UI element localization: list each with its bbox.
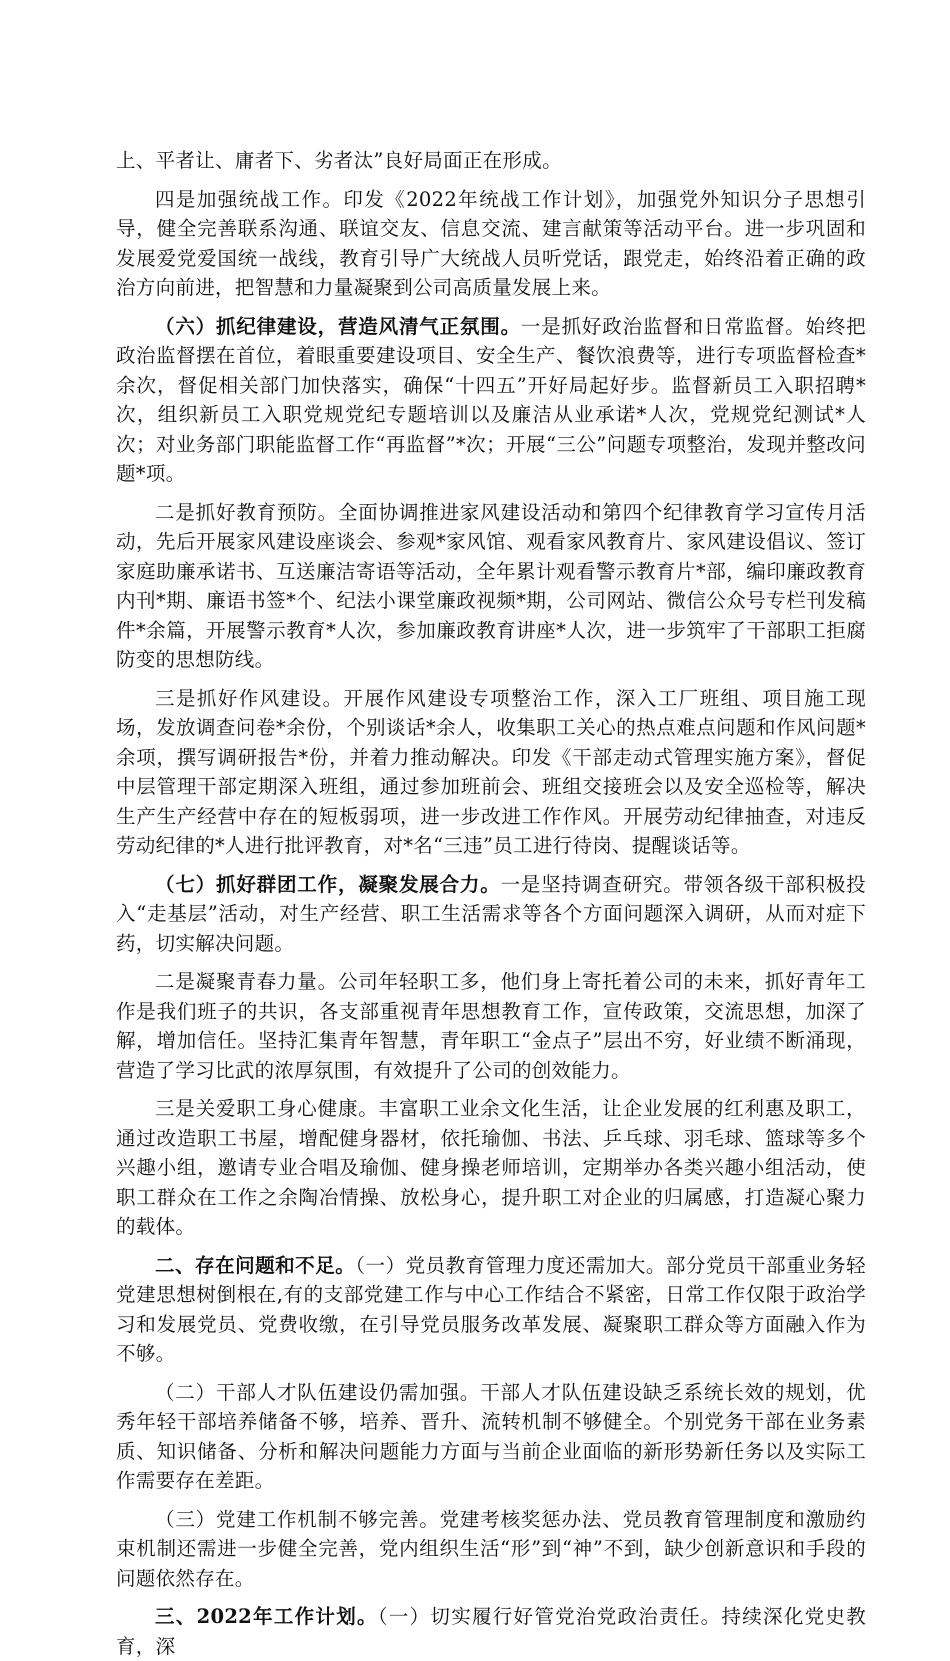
paragraph-12-heading: 三、2022年工作计划。 <box>155 1605 378 1628</box>
paragraph-9-heading: 二、存在问题和不足。 <box>155 1253 356 1277</box>
paragraph-12-text: （一）切实履行好管党治党政治责任。持续深化党史教育，深 <box>116 1605 866 1658</box>
paragraph-5 <box>116 684 866 861</box>
paragraph-6-heading: （七）抓好群团工作，凝聚发展合力。 <box>155 872 501 896</box>
paragraph-8-text: 三是关爱职工身心健康。丰富职工业余文化生活，让企业发展的红利惠及职工，通过改造职工书屋，增配健身器材，依托瑜伽、书法、乒乓球、羽毛球、篮球等多个兴趣小组，邀请专业合唱及瑜伽、健身操老师培训，定期举办各类兴趣小组活动，使职工群众在工作之余陶冶情操、放松身心，提升职工对企业的归属感，打造凝心聚力的载体。 <box>116 1097 866 1238</box>
paragraph-9 <box>116 1251 866 1369</box>
paragraph-6-text: 一是坚持调查研究。带领各级干部积极投入“走基层”活动，对生产经营、职工生活需求等各个方面问题深入调研，从而对症下药，切实解决问题。 <box>116 872 866 955</box>
paragraph-10 <box>116 1378 866 1496</box>
paragraph-11 <box>116 1505 866 1594</box>
paragraph-6 <box>116 870 866 959</box>
paragraph-4 <box>116 498 866 675</box>
paragraph-7-text: 二是凝聚青春力量。公司年轻职工多，他们身上寄托着公司的未来，抓好青年工作是我们班子的共识，各支部重视青年思想教育工作，宣传政策，交流思想，加深了解，增加信任。坚持汇集青年智慧，青年职工“金点子”层出不穷，好业绩不断涌现，营造了学习比武的浓厚氛围，有效提升了公司的创效能力。 <box>116 970 866 1082</box>
paragraph-7 <box>116 967 866 1085</box>
paragraph-1-text: 上、平者让、庸者下、劣者汰”良好局面正在形成。 <box>116 149 562 172</box>
paragraph-10-text: （二）干部人才队伍建设仍需加强。干部人才队伍建设缺乏系统长效的规划，优秀年轻干部培养储备不够，培养、晋升、流转机制不够健全。个别党务干部在业务素质、知识储备、分析和解决问题能力方面与当前企业面临的新形势新任务以及实际工作需要存在差距。 <box>116 1380 866 1492</box>
paragraph-8 <box>116 1094 866 1242</box>
paragraph-2-text: 四是加强统战工作。印发《2022年统战工作计划》，加强党外知识分子思想引导，健全完善联系沟通、联谊交友、信息交流、建言献策等活动平台。进一步巩固和发展爱党爱国统一战线，教育引导广大统战人员听党话，跟党走，始终沿着正确的政治方向前进，把智慧和力量凝聚到公司高质量发展上来。 <box>116 187 866 299</box>
paragraph-5-text: 三是抓好作风建设。开展作风建设专项整治工作，深入工厂班组、项目施工现场，发放调查问卷*余份，个别谈话*余人，收集职工关心的热点难点问题和作风问题*余项，撰写调研报告*份，并着力推动解决。印发《干部走动式管理实施方案》，督促中层管理干部定期深入班组，通过参加班前会、班组交接班会以及安全巡检等，解决生产生产经营中存在的短板弱项，进一步改进工作作风。开展劳动纪律抽查，对违反劳动纪律的*人进行批评教育，对*名“三违”员工进行待岗、提醒谈话等。 <box>116 686 866 857</box>
paragraph-2 <box>116 185 866 303</box>
paragraph-4-text: 二是抓好教育预防。全面协调推进家风建设活动和第四个纪律教育学习宣传月活动，先后开展家风建设座谈会、参观*家风馆、观看家风教育片、家风建设倡议、签订家庭助廉承诺书、互送廉洁寄语等活动，全年累计观看警示教育片*部，编印廉政教育内刊*期、廉语书签*个、纪法小课堂廉政视频*期，公司网站、微信公众号专栏刊发稿件*余篇，开展警示教育*人次，参加廉政教育讲座*人次，进一步筑牢了干部职工拒腐防变的思想防线。 <box>116 500 866 671</box>
paragraph-12 <box>116 1602 866 1661</box>
paragraph-3-heading: （六）抓纪律建设，营造风清气正氛围。 <box>155 314 521 338</box>
paragraph-3 <box>116 312 866 489</box>
paragraph-3-text: 一是抓好政治监督和日常监督。始终把政治监督摆在首位，着眼重要建设项目、安全生产、餐饮浪费等，进行专项监督检查*余次，督促相关部门加快落实，确保“十四五”开好局起好步。监督新员工入职招聘*次，组织新员工入职党规党纪专题培训以及廉洁从业承诺*人次，党规党纪测试*人次；对业务部门职能监督工作“再监督”*次；开展“三公”问题专项整治，发现并整改问题*项。 <box>116 314 866 485</box>
paragraph-9-text: （一）党员教育管理力度还需加大。部分党员干部重业务轻党建思想树倒根在,有的支部党建工作与中心工作结合不紧密，日常工作仅限于政治学习和发展党员、党费收缴，在引导党员服务改革发展、凝聚职工群众等方面融入作为不够。 <box>116 1253 866 1365</box>
paragraph-11-text: （三）党建工作机制不够完善。党建考核奖惩办法、党员教育管理制度和激励约束机制还需进一步健全完善，党内组织生活“形”到“神”不到，缺少创新意识和手段的问题依然存在。 <box>116 1507 866 1590</box>
paragraph-1 <box>116 146 866 176</box>
document-page <box>116 146 866 1661</box>
